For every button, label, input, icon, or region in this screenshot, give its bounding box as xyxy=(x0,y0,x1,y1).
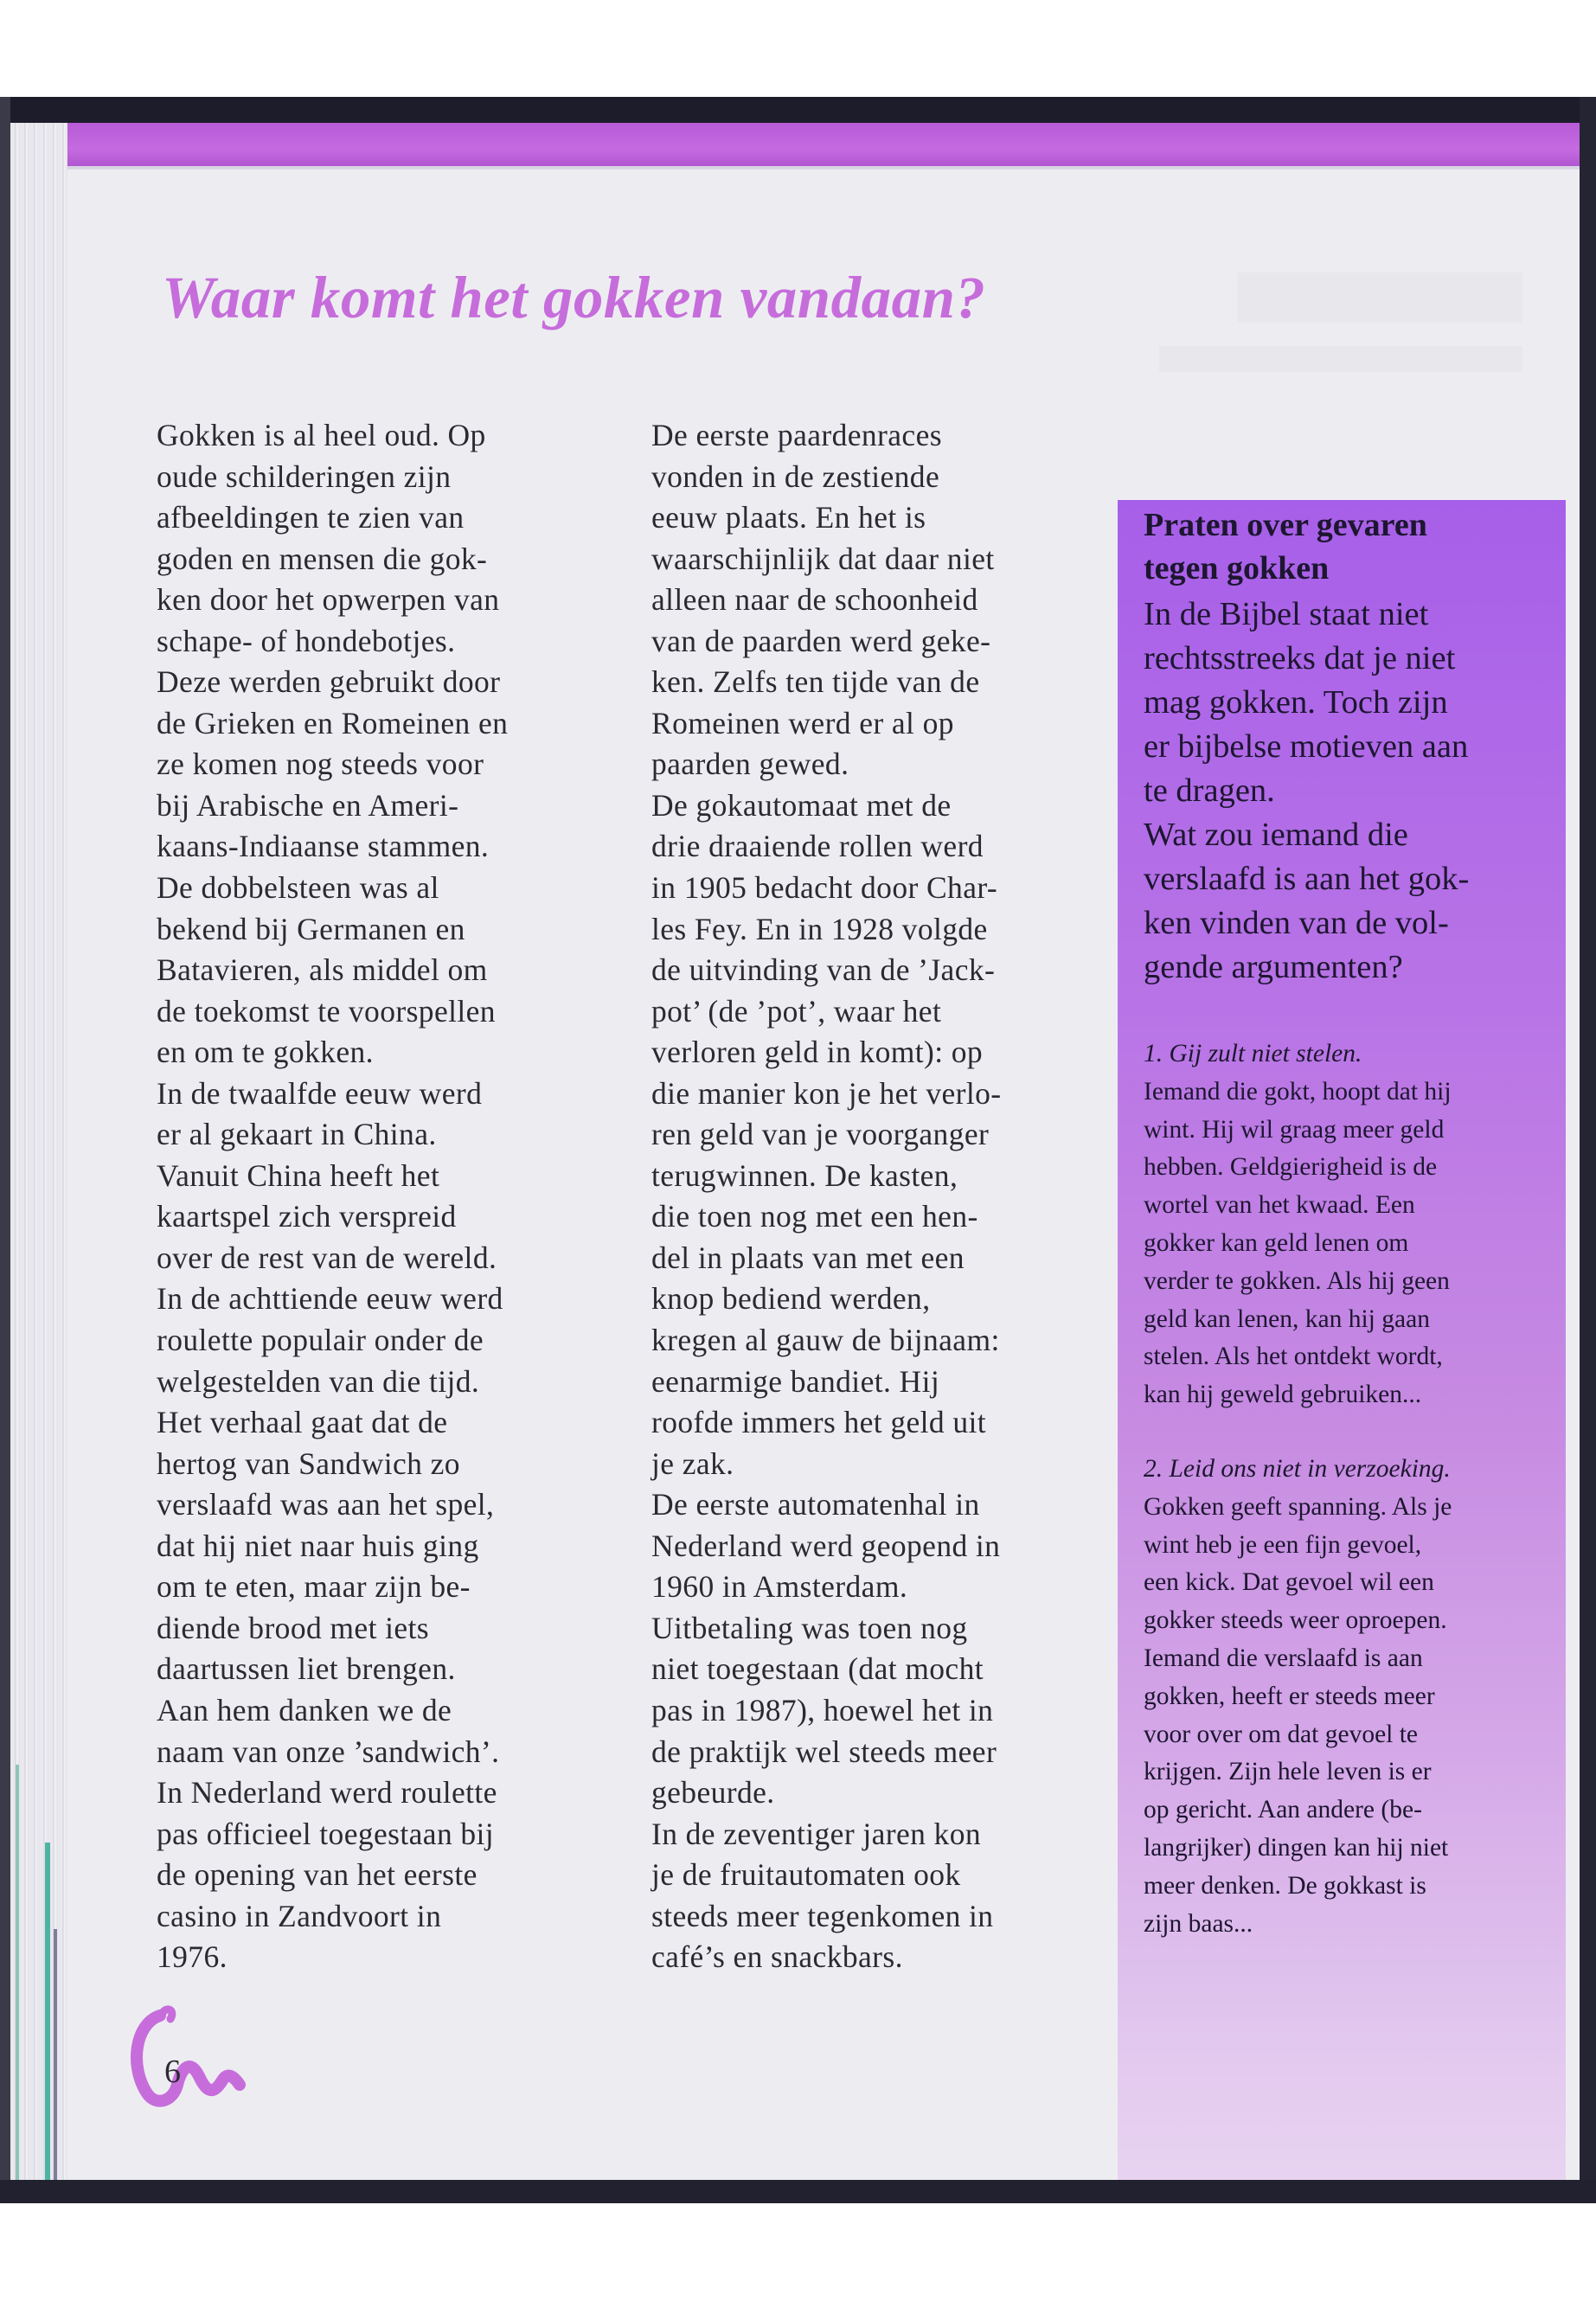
text-line: pas officieel toegestaan bij xyxy=(157,1816,495,1851)
text-line: je zak. xyxy=(651,1445,734,1481)
text-line: afbeeldingen te zien van xyxy=(157,500,465,535)
text-line: alleen naar de schoonheid xyxy=(651,582,978,618)
text-line: 1976. xyxy=(157,1939,228,1975)
page-edge-accent xyxy=(54,1929,57,2180)
text-line: over de rest van de wereld. xyxy=(157,1240,497,1275)
book-cover-left-edge xyxy=(0,97,10,2203)
article-column-1 xyxy=(157,415,508,1978)
text-line: om te eten, maar zijn be- xyxy=(157,1569,471,1605)
text-line: bij Arabische en Ameri- xyxy=(157,787,459,823)
book-cover-top-edge xyxy=(0,97,1596,123)
text-line: Vanuit China heeft het xyxy=(157,1157,440,1193)
text-line: Aan hem danken we de xyxy=(157,1692,452,1727)
argument-line: geld kan lenen, kan hij gaan xyxy=(1144,1304,1430,1333)
sidebar-heading-line: Praten over gevaren xyxy=(1144,507,1427,543)
text-line: die toen nog met een hen- xyxy=(651,1199,978,1234)
text-line: dat hij niet naar huis ging xyxy=(157,1528,479,1563)
text-line: diende brood met iets xyxy=(157,1610,430,1645)
text-line: drie draaiende rollen werd xyxy=(651,829,984,864)
text-line: terugwinnen. De kasten, xyxy=(651,1157,958,1193)
argument-line: hebben. Geldgierigheid is de xyxy=(1144,1153,1438,1182)
text-line: paarden gewed. xyxy=(651,747,849,782)
text-line: Uitbetaling was toen nog xyxy=(651,1610,968,1645)
argument-line: Iemand die verslaafd is aan xyxy=(1144,1644,1423,1672)
sidebar-intro-line: te dragen. xyxy=(1144,772,1275,809)
page-edge-accent xyxy=(45,1843,50,2180)
text-line: les Fey. En in 1928 volgde xyxy=(651,911,988,946)
text-line: eenarmige bandiet. Hij xyxy=(651,1363,940,1399)
text-line: pas in 1987), hoewel het in xyxy=(651,1692,994,1727)
argument-line: gokken, heeft er steeds meer xyxy=(1144,1682,1435,1710)
text-line: de praktijk wel steeds meer xyxy=(651,1734,997,1769)
sidebar-argument-2 xyxy=(1144,1451,1452,1943)
argument-line: langrijker) dingen kan hij niet xyxy=(1144,1833,1449,1862)
text-line: De eerste automatenhal in xyxy=(651,1487,980,1522)
text-line: die manier kon je het verlo- xyxy=(651,1075,1002,1111)
text-line: welgestelden van die tijd. xyxy=(157,1363,480,1399)
text-line: niet toegestaan (dat mocht xyxy=(651,1651,984,1687)
text-line: roulette populair onder de xyxy=(157,1323,484,1358)
sidebar-argument-1 xyxy=(1144,1035,1452,1414)
show-through-ghost xyxy=(1159,346,1522,372)
argument-title: 2. Leid ons niet in verzoeking. xyxy=(1144,1455,1451,1483)
sidebar-intro-line: verslaafd is aan het gok- xyxy=(1144,861,1470,897)
text-line: daartussen liet brengen. xyxy=(157,1651,456,1687)
text-line: kaans-Indiaanse stammen. xyxy=(157,829,490,864)
text-line: oude schilderingen zijn xyxy=(157,458,452,494)
publisher-logo-icon xyxy=(125,1998,247,2119)
argument-line: gokker steeds weer oproepen. xyxy=(1144,1606,1447,1635)
text-line: Het verhaal gaat dat de xyxy=(157,1405,448,1440)
text-line: kregen al gauw de bijnaam: xyxy=(651,1323,1000,1358)
sidebar-intro-line: er bijbelse motieven aan xyxy=(1144,728,1469,765)
argument-line: wortel van het kwaad. Een xyxy=(1144,1191,1415,1220)
text-line: gebeurde. xyxy=(651,1775,775,1811)
sidebar-intro-line: gende argumenten? xyxy=(1144,949,1403,985)
text-line: ren geld van je voorganger xyxy=(651,1117,990,1152)
text-line: van de paarden werd geke- xyxy=(651,623,991,658)
sidebar-intro-line: ken vinden van de vol- xyxy=(1144,905,1449,941)
argument-line: verder te gokken. Als hij geen xyxy=(1144,1266,1450,1295)
text-line: ken door het opwerpen van xyxy=(157,582,500,618)
argument-line: krijgen. Zijn hele leven is er xyxy=(1144,1758,1432,1786)
text-line: In de achttiende eeuw werd xyxy=(157,1281,503,1317)
text-line: verloren geld in komt): op xyxy=(651,1035,984,1070)
page-number: 6 xyxy=(164,2054,181,2090)
text-line: bekend bij Germanen en xyxy=(157,911,465,946)
sidebar-heading-line: tegen gokken xyxy=(1144,550,1330,586)
argument-line: kan hij geweld gebruiken... xyxy=(1144,1381,1422,1409)
text-line: 1960 in Amsterdam. xyxy=(651,1569,908,1605)
text-line: pot’ (de ’pot’, waar het xyxy=(651,993,942,1029)
argument-line: voor over om dat gevoel te xyxy=(1144,1720,1419,1748)
sidebar-heading xyxy=(1144,503,1427,590)
text-line: Romeinen werd er al op xyxy=(651,705,954,740)
text-line: waarschijnlijk dat daar niet xyxy=(651,541,995,576)
text-line: knop bediend werden, xyxy=(651,1281,931,1317)
text-line: eeuw plaats. En het is xyxy=(651,500,926,535)
text-line: De gokautomaat met de xyxy=(651,787,952,823)
header-bar-shadow xyxy=(67,166,1580,170)
text-line: kaartspel zich verspreid xyxy=(157,1199,457,1234)
text-line: In de twaalfde eeuw werd xyxy=(157,1075,483,1111)
argument-title: 1. Gij zult niet stelen. xyxy=(1144,1040,1362,1067)
text-line: café’s en snackbars. xyxy=(651,1939,903,1975)
text-line: goden en mensen die gok- xyxy=(157,541,488,576)
article-column-2 xyxy=(651,415,1002,1978)
argument-line: Gokken geeft spanning. Als je xyxy=(1144,1492,1452,1521)
sidebar-intro xyxy=(1144,593,1469,990)
argument-line: een kick. Dat gevoel wil een xyxy=(1144,1568,1434,1597)
text-line: naam van onze ’sandwich’. xyxy=(157,1734,500,1769)
sidebar-intro-line: mag gokken. Toch zijn xyxy=(1144,684,1448,721)
text-line: roofde immers het geld uit xyxy=(651,1405,986,1440)
page-edge-accent xyxy=(16,1765,19,2180)
text-line: In Nederland werd roulette xyxy=(157,1775,497,1811)
text-line: vonden in de zestiende xyxy=(651,458,940,494)
argument-line: wint. Hij wil graag meer geld xyxy=(1144,1115,1445,1144)
argument-line: Iemand die gokt, hoopt dat hij xyxy=(1144,1077,1452,1106)
argument-line: meer denken. De gokkast is xyxy=(1144,1871,1426,1900)
text-line: Gokken is al heel oud. Op xyxy=(157,418,486,452)
sidebar-intro-line: In de Bijbel staat niet xyxy=(1144,596,1429,632)
argument-line: wint heb je een fijn gevoel, xyxy=(1144,1530,1422,1559)
text-line: je de fruitautomaten ook xyxy=(651,1857,961,1893)
text-line: del in plaats van met een xyxy=(651,1240,965,1275)
text-line: de uitvinding van de ’Jack- xyxy=(651,952,996,988)
text-line: er al gekaart in China. xyxy=(157,1117,437,1152)
text-line: casino in Zandvoort in xyxy=(157,1898,442,1933)
text-line: hertog van Sandwich zo xyxy=(157,1445,460,1481)
text-line: schape- of hondebotjes. xyxy=(157,623,456,658)
sidebar-intro-line: rechtsstreeks dat je niet xyxy=(1144,640,1456,676)
book-cover-right-edge xyxy=(1580,97,1596,2203)
text-line: Nederland werd geopend in xyxy=(651,1528,1001,1563)
show-through-ghost xyxy=(1237,272,1522,323)
text-line: verslaafd was aan het spel, xyxy=(157,1487,495,1522)
text-line: de Grieken en Romeinen en xyxy=(157,705,509,740)
sidebar-intro-line: Wat zou iemand die xyxy=(1144,817,1408,853)
book-cover-bottom-edge xyxy=(0,2180,1596,2203)
argument-line: gokker kan geld lenen om xyxy=(1144,1228,1409,1257)
text-line: steeds meer tegenkomen in xyxy=(651,1898,994,1933)
text-line: Deze werden gebruikt door xyxy=(157,664,501,700)
header-color-bar xyxy=(67,123,1580,166)
argument-line: op gericht. Aan andere (be- xyxy=(1144,1796,1422,1824)
text-line: de opening van het eerste xyxy=(157,1857,478,1893)
text-line: in 1905 bedacht door Char- xyxy=(651,870,998,906)
text-line: ken. Zelfs ten tijde van de xyxy=(651,664,980,700)
argument-line: zijn baas... xyxy=(1144,1909,1253,1938)
text-line: In de zeventiger jaren kon xyxy=(651,1816,982,1851)
text-line: en om te gokken. xyxy=(157,1035,374,1070)
text-line: De dobbelsteen was al xyxy=(157,870,439,906)
text-line: De eerste paardenraces xyxy=(651,418,942,452)
text-line: Batavieren, als middel om xyxy=(157,952,488,988)
text-line: ze komen nog steeds voor xyxy=(157,747,484,782)
argument-line: stelen. Als het ontdekt wordt, xyxy=(1144,1343,1443,1371)
text-line: de toekomst te voorspellen xyxy=(157,993,496,1029)
article-title: Waar komt het gokken vandaan? xyxy=(162,265,986,330)
